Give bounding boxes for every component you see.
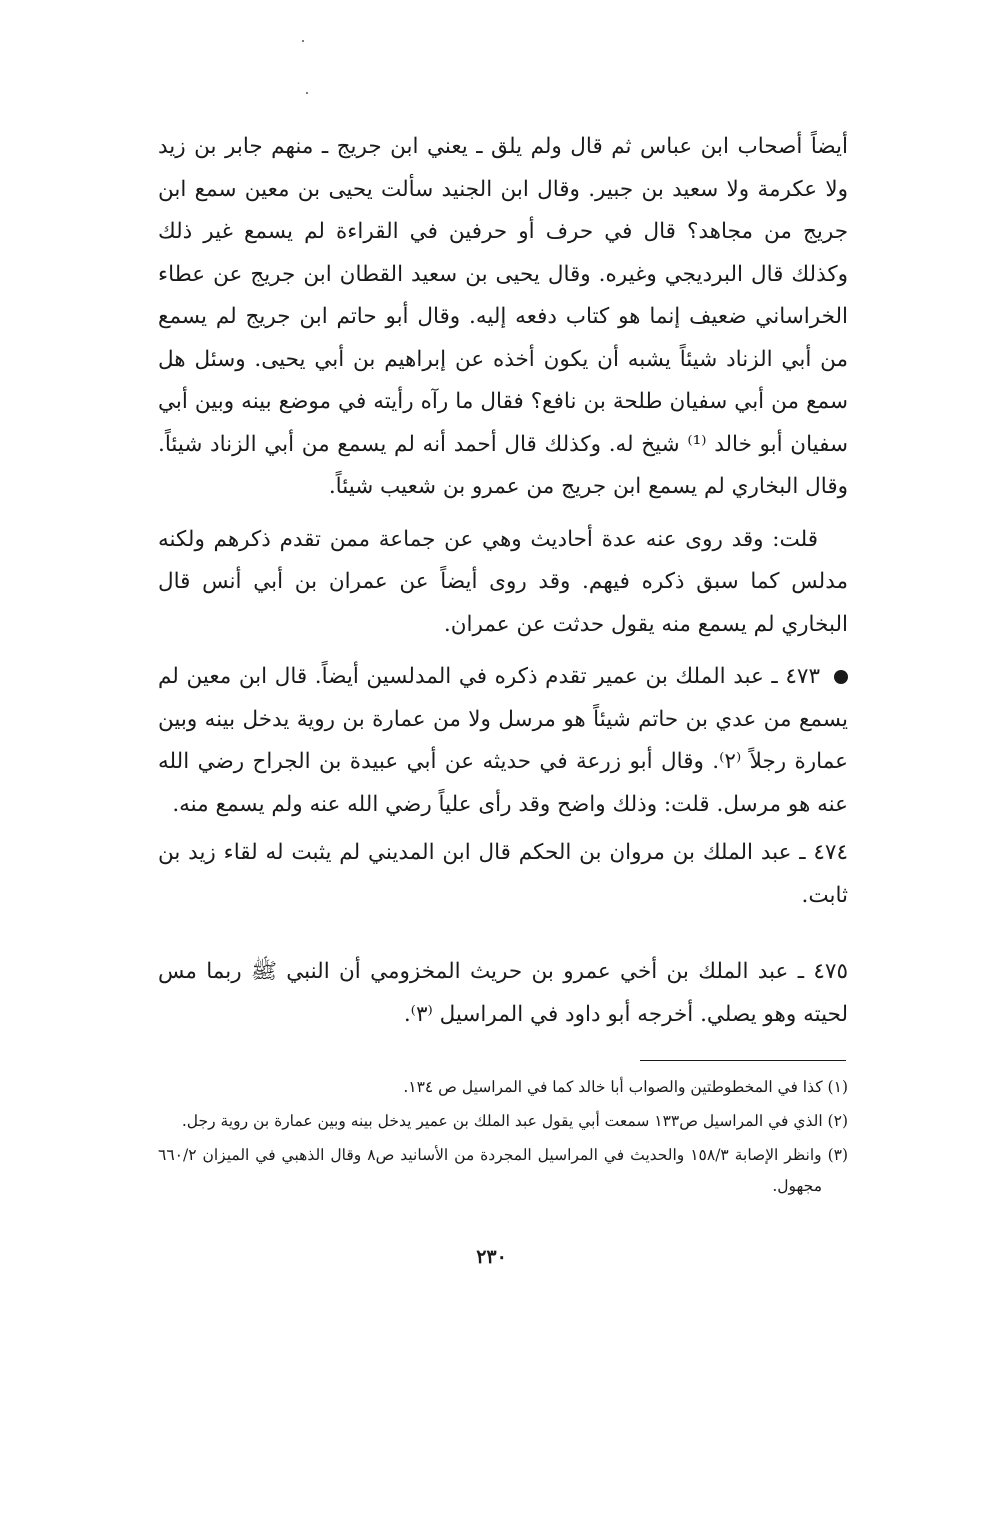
page-number: ٢٣٠ (476, 1246, 507, 1268)
scan-speck (306, 92, 308, 94)
paragraph: قلت: وقد روى عنه عدة أحاديث وهي عن جماعة ممن تقدم ذكرهم ولكنه مدلس كما سبق ذكره فيهم. وقد روى أيضاً عن عمران بن أبي أنس قال البخاري لم يسمع منه يقول حدثت عن عمران. (158, 526, 848, 637)
entry-473 (158, 656, 848, 826)
footnote: (١) كذا في المخطوطتين والصواب أبا خالد كما في المراسيل ص ١٣٤. (403, 1078, 848, 1096)
footnote: (٣) وانظر الإصابة ١٥٨/٣ والحديث في المراسيل المجردة من الأسانيد ص٨ وقال الذهبي في الميزان ٦٦٠/٢ مجهول. (158, 1146, 849, 1195)
entry-475: ٤٧٥ ـ عبد الملك بن أخي عمرو بن حريث المخزومي أن النبي ﷺ ربما مس لحيته وهو يصلي. أخرجه أبو داود في المراسيل ⁽٣⁾. (158, 959, 848, 1027)
footnote-divider (640, 1060, 846, 1061)
bullet-dot-icon (834, 670, 848, 684)
entry-text: ٤٧٣ ـ عبد الملك بن عمير تقدم ذكره في المدلسين أيضاً. قال ابن معين لم يسمع من عدي بن حاتم شيئاً هو مرسل ولا من عمارة بن روية يدخل بينه وبين عمارة رجلاً ⁽٢⁾. وقال أبو زرعة في حديثه عن أبي عبيدة بن الجراح رضي الله عنه هو مرسل. قلت: وذلك واضح وقد رأى علياً رضي الله عنه ولم يسمع منه. (158, 664, 848, 817)
footnotes (158, 1072, 848, 1205)
main-text (158, 126, 848, 1036)
scan-speck (302, 40, 304, 42)
footnote: (٢) الذي في المراسيل ص١٣٣ سمعت أبي يقول عبد الملك بن عمير يدخل بينه وبين عمارة بن روية رجل. (181, 1112, 848, 1130)
entry-474: ٤٧٤ ـ عبد الملك بن مروان بن الحكم قال ابن المديني لم يثبت له لقاء زيد بن ثابت. (158, 840, 848, 908)
paragraph: أيضاً أصحاب ابن عباس ثم قال ولم يلق ـ يعني ابن جريج ـ منهم جابر بن زيد ولا عكرمة ولا سعيد بن جبير. وقال ابن الجنيد سألت يحيى بن معين سمع ابن جريج من مجاهد؟ قال في حرف أو حرفين في القراءة لم يسمع غير ذلك وكذلك قال البرديجي وغيره. وقال يحيى بن سعيد القطان ابن جريج عن عطاء الخراساني ضعيف إنما هو كتاب دفعه إليه. وقال أبو حاتم ابن جريج لم يسمع من أبي الزناد شيئاً يشبه أن يكون أخذه عن إبراهيم بن أبي يحيى. وسئل هل سمع من أبي سفيان طلحة بن نافع؟ فقال ما رآه رأيته في موضع بينه وبين أبي سفيان أبو خالد ⁽¹⁾ شيخ له. وكذلك قال أحمد أنه لم يسمع من أبي الزناد شيئاً. وقال البخاري لم يسمع ابن جريج من عمرو بن شعيب شيئاً. (158, 134, 848, 499)
